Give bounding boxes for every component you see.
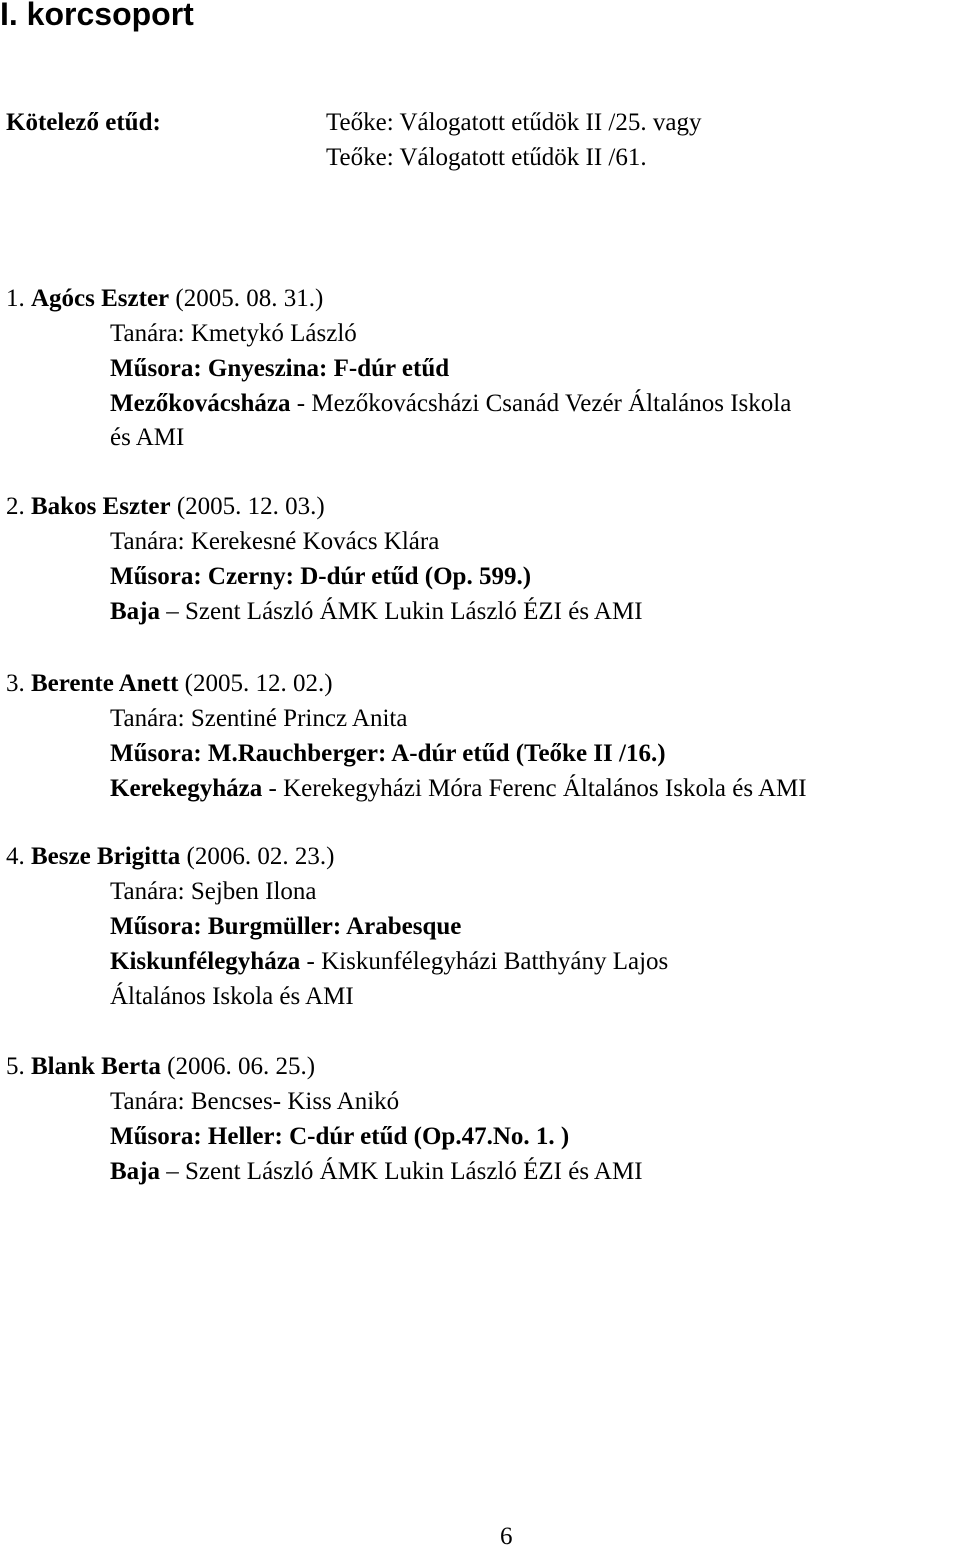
- entry-header: [6, 667, 333, 701]
- separator: -: [262, 775, 284, 802]
- teacher-line: Tanára: Kerekesné Kovács Klára: [110, 528, 440, 555]
- town-name: Mezőkovácsháza: [110, 390, 291, 417]
- school-name: Kerekegyházi Móra Ferenc Általános Iskola és AMI: [283, 775, 807, 802]
- school-line: [110, 595, 643, 629]
- town-name: Kerekegyháza: [110, 775, 263, 802]
- separator: –: [160, 598, 185, 625]
- entry-number: 2.: [6, 493, 25, 520]
- required-etude-option-1: Teőke: Válogatott etűdök II /25. vagy: [326, 109, 702, 136]
- town-name: Kiskunfélegyháza: [110, 948, 301, 975]
- program-line: Műsora: M.Rauchberger: A-dúr etűd (Teőke II /16.): [110, 740, 666, 767]
- birth-date: (2006. 02. 23.): [186, 843, 335, 870]
- separator: –: [160, 1158, 185, 1185]
- entry-header: [6, 490, 325, 524]
- entry-header: [6, 840, 334, 874]
- school-line: [110, 387, 791, 421]
- entry-number: 3.: [6, 670, 25, 697]
- school-name: Szent László ÁMK Lukin László ÉZI és AMI: [185, 598, 643, 625]
- town-name: Baja: [110, 598, 160, 625]
- school-name: Kiskunfélegyházi Batthyány Lajos: [321, 948, 669, 975]
- section-heading: I. korcsoport: [0, 0, 194, 32]
- separator: -: [290, 390, 312, 417]
- program-line: Műsora: Gnyeszina: F-dúr etűd: [110, 355, 450, 382]
- program-line: Műsora: Czerny: D-dúr etűd (Op. 599.): [110, 563, 532, 590]
- student-name: Besze Brigitta: [31, 843, 181, 870]
- entry-header: [6, 282, 323, 316]
- entry-number: 5.: [6, 1053, 25, 1080]
- entry-header: [6, 1050, 315, 1084]
- school-name: Mezőkovácsházi Csanád Vezér Általános Iskola: [311, 390, 792, 417]
- program-line: Műsora: Heller: C-dúr etűd (Op.47.No. 1. ): [110, 1123, 570, 1150]
- school-line: [110, 1155, 643, 1189]
- school-line-continued: és AMI: [110, 424, 185, 451]
- birth-date: (2005. 12. 03.): [176, 493, 325, 520]
- student-name: Bakos Eszter: [31, 493, 171, 520]
- school-line-continued: Általános Iskola és AMI: [110, 983, 354, 1010]
- teacher-line: Tanára: Kmetykó László: [110, 320, 357, 347]
- page-number: 6: [500, 1523, 513, 1550]
- school-line: [110, 772, 807, 806]
- required-etude-option-2: Teőke: Válogatott etűdök II /61.: [326, 144, 647, 171]
- school-name: Szent László ÁMK Lukin László ÉZI és AMI: [185, 1158, 643, 1185]
- teacher-line: Tanára: Sejben Ilona: [110, 878, 317, 905]
- birth-date: (2006. 06. 25.): [167, 1053, 316, 1080]
- town-name: Baja: [110, 1158, 160, 1185]
- entry-number: 4.: [6, 843, 25, 870]
- birth-date: (2005. 12. 02.): [184, 670, 333, 697]
- entry-number: 1.: [6, 285, 25, 312]
- required-etude-label: Kötelező etűd:: [6, 109, 161, 136]
- separator: -: [300, 948, 322, 975]
- program-line: Műsora: Burgmüller: Arabesque: [110, 913, 462, 940]
- teacher-line: Tanára: Szentiné Princz Anita: [110, 705, 408, 732]
- birth-date: (2005. 08. 31.): [175, 285, 324, 312]
- teacher-line: Tanára: Bencses- Kiss Anikó: [110, 1088, 400, 1115]
- student-name: Berente Anett: [31, 670, 179, 697]
- student-name: Agócs Eszter: [31, 285, 170, 312]
- school-line: [110, 945, 668, 979]
- student-name: Blank Berta: [31, 1053, 161, 1080]
